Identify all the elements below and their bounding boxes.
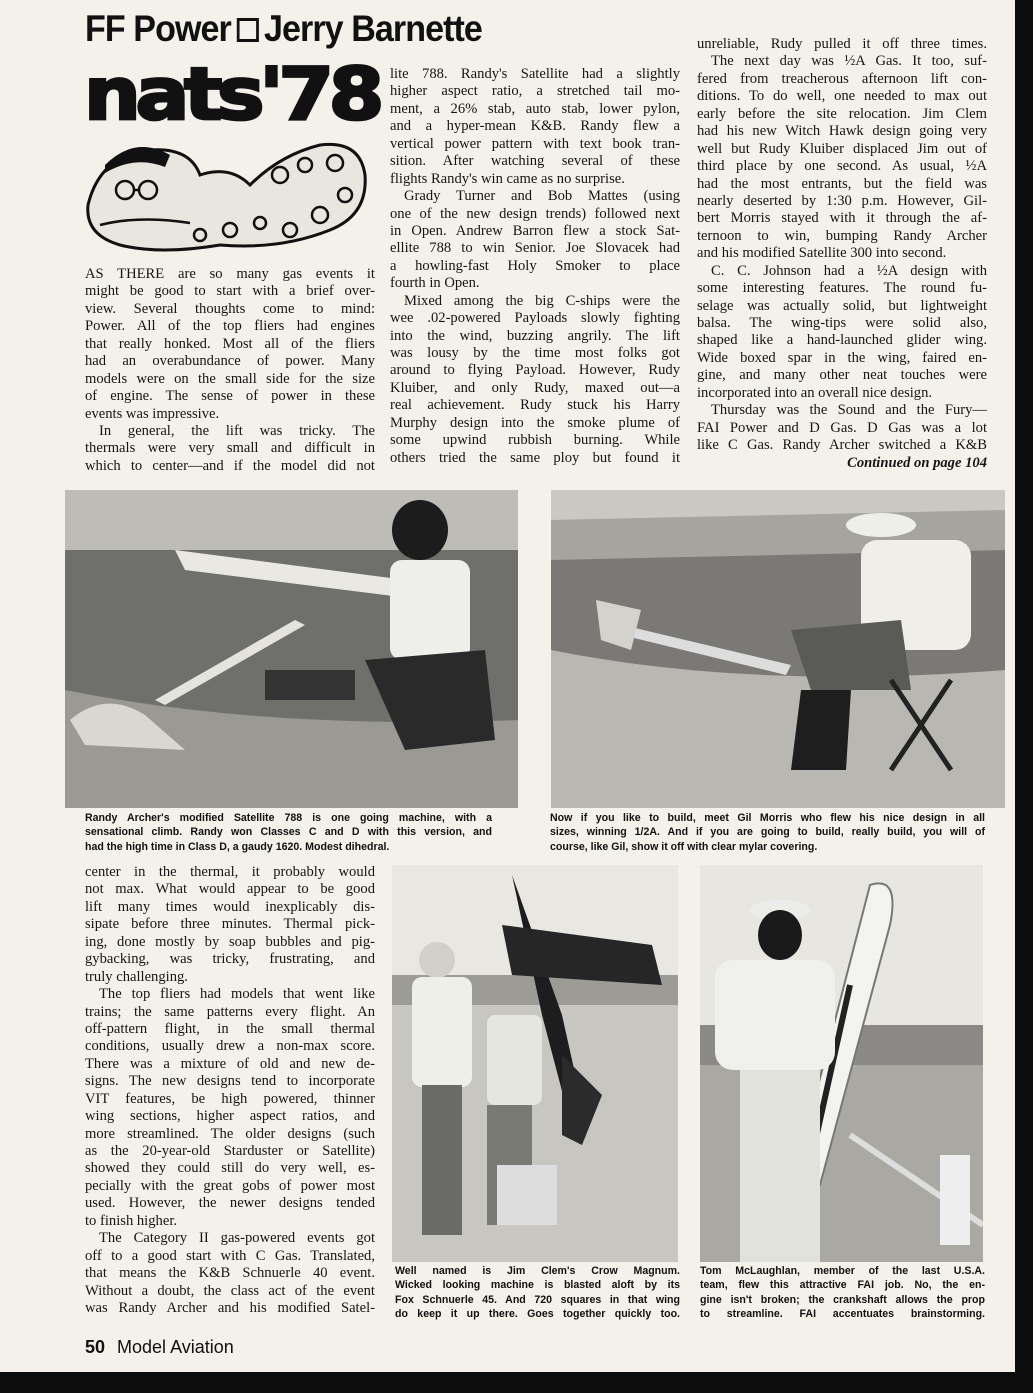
text-line: fourth in Open. [390, 275, 480, 292]
page-footer [85, 1337, 234, 1358]
photo-tom-mclaughlan [700, 865, 983, 1262]
text-line: showed they could still do very well, es- [85, 1160, 375, 1177]
text-line: as the 20-year-old Starduster or Satellite) [85, 1143, 375, 1159]
text-line: lite 788. Randy's Satellite had a slightly [390, 66, 680, 82]
text-line: nearly deserted by 1:30 p.m. However, Gil- [697, 192, 987, 209]
text-line: ing, done mostly by soap bubbles and pig- [85, 933, 375, 950]
text-line: wing sections, higher aspect ratios, and [85, 1108, 375, 1125]
text-line: ternoon to win, bumping Randy Archer [697, 227, 987, 244]
text-line: and his modified Satellite 300 into second. [697, 245, 947, 262]
text-line: models were on the small side for the size [85, 370, 375, 387]
text-line: bert Morris stayed with it through the af- [697, 210, 987, 227]
text-line: center in the thermal, it probably would [85, 864, 375, 880]
text-line: thermals were very small and difficult in [85, 440, 375, 457]
text-line: The top fliers had models that went like [99, 986, 375, 1003]
text-line: sizes, winning 1/2A. And if you are going to build, really build, you will of [550, 826, 985, 839]
text-line: shaped like a hand-launched glider wing. [697, 332, 987, 349]
text-line: AS THERE are so many gas events it [85, 266, 375, 282]
text-line: unreliable, Rudy pulled it off three times. [697, 36, 987, 52]
text-line: had the high time in Class D, a gaudy 1620. Modest dihedral. [85, 840, 390, 853]
article-column-4 [85, 864, 375, 1317]
text-line: gine, and many other neat touches were [697, 367, 987, 384]
text-line: higher aspect ratio, a stretched tail mo- [390, 83, 680, 100]
text-line: Randy Archer's modified Satellite 788 is one going machine, with a [85, 812, 492, 824]
text-line: into the wind, buzzing angrily. The lift [390, 327, 680, 344]
caption-photo-1 [85, 811, 492, 854]
text-line: like C Gas. Randy Archer switched a K&B [697, 437, 987, 454]
text-line: that means the K&B Schnuerle 40 event. [85, 1265, 375, 1282]
text-line: around to flying Payload. However, Rudy [390, 362, 680, 379]
author-name: Jerry Barnette [263, 8, 482, 49]
text-line: vertical power pattern with text book tran- [390, 135, 680, 152]
text-line: real achievement. Rudy stuck his Harry [390, 397, 680, 414]
text-line: incorporated into an overall nice design. [697, 384, 933, 401]
article-column-1 [85, 266, 375, 475]
nats-78-logo: nats'78 [84, 51, 380, 136]
text-line: Thursday was the Sound and the Fury— [711, 402, 987, 419]
text-line: Power. All of the top fliers had engines [85, 318, 375, 335]
text-line: selage was actually solid, but lightweight [697, 297, 987, 314]
continued-note: Continued on page 104 [847, 455, 987, 471]
text-line: a howling-fast Holy Smoker to place [390, 257, 680, 274]
text-line: was lousy by the time most folks got [390, 345, 680, 361]
text-line: more streamlined. The older designs (such [85, 1125, 375, 1142]
text-line: Now if you like to build, meet Gil Morris who flew his nice design in all [550, 812, 985, 824]
text-line: Grady Turner and Bob Mattes (using [404, 188, 680, 205]
text-line: lift many times would inexplicably dis- [85, 898, 375, 915]
text-line: view. Several thoughts come to mind: [85, 300, 375, 317]
text-line: used. However, the newer designs tended [85, 1195, 375, 1212]
text-line: course, like Gil, show it off with clear mylar covering. [550, 840, 818, 853]
text-line: Well named is Jim Clem's Crow Magnum. [395, 1265, 680, 1277]
text-line: sensational climb. Randy won Classes C and D with this version, and [85, 826, 492, 839]
text-line: Kluiber, and only Rudy, maxed out—a [390, 379, 680, 396]
text-line: Murphy design into the smoke plume of [390, 414, 680, 431]
text-line: was Randy Archer and his modified Satel- [85, 1299, 375, 1316]
text-line: ellite 788 to win Senior. Joe Slovacek had [390, 240, 680, 257]
text-line: There was a mixture of old and new de- [85, 1055, 375, 1072]
photo-jim-clem [392, 865, 678, 1262]
separator-box-icon [236, 18, 258, 42]
article-column-2 [390, 66, 680, 467]
text-line: The Category II gas-powered events got [99, 1230, 375, 1247]
photo-randy-archer [65, 490, 518, 808]
text-line: FAI Power and D Gas. D Gas was a lot [697, 419, 987, 436]
text-line: one of the new design trends) followed next [390, 205, 680, 222]
page-number: 50 [85, 1337, 106, 1357]
text-line: sipate before three minutes. Thermal pick- [85, 916, 375, 933]
text-line: some interesting features. The round fu- [697, 280, 987, 297]
text-line: Wicked looking machine is blasted aloft by its [395, 1279, 680, 1292]
text-line: Without a doubt, the class act of the event [85, 1282, 375, 1299]
text-line: fered from treacherous afternoon lift con- [697, 70, 987, 87]
text-line: not max. What would appear to be good [85, 881, 375, 898]
text-line: in Open. Andrew Barron flew a stock Sat- [390, 222, 680, 239]
text-line: others tried the same ploy but found it [390, 449, 680, 466]
text-line: and a hyper-mean K&B. Randy flew a [390, 118, 680, 135]
magazine-name: Model Aviation [117, 1337, 234, 1357]
text-line: off to a good start with C Gas. Translated, [85, 1247, 375, 1264]
text-line: events was impressive. [85, 405, 220, 422]
caption-photo-4 [700, 1264, 985, 1322]
text-line: gine isn't broken; the crankshaft allows the prop [700, 1293, 985, 1306]
text-line: off-pattern flight, in the small thermal [85, 1020, 375, 1037]
text-line: do keep it up there. Goes together quickly too. [395, 1308, 680, 1321]
text-line: early before the site relocation. Jim Clem [697, 105, 987, 122]
text-line: had an overabundance of power. Many [85, 353, 375, 370]
photo-gil-morris [551, 490, 1005, 808]
text-line: Tom McLaughlan, member of the last U.S.A. [700, 1265, 985, 1277]
text-line: balsa. The wing-tips were solid also, [697, 315, 987, 331]
alligator-cartoon-illustration [80, 135, 372, 257]
text-line: that really honked. Most all of the fliers [85, 335, 375, 352]
text-line: to streamline. FAI accentuates brainstorming. [700, 1308, 985, 1321]
text-line: Fox Schnuerle 45. And 720 squares in that wing [395, 1293, 680, 1306]
text-line: had his new Witch Hawk design going very [697, 123, 987, 140]
text-line: C. C. Johnson had a ½A design with [711, 262, 987, 279]
text-line: trains; the same patterns every flight. An [85, 1003, 375, 1020]
text-line: conditions, usually drew a non-max score. [85, 1038, 375, 1055]
article-column-3 [697, 36, 987, 455]
text-line: to finish higher. [85, 1212, 178, 1229]
text-line: Mixed among the big C-ships were the [404, 292, 680, 309]
text-line: some upwind rubbish burning. While [390, 432, 680, 449]
text-line: ditions. To do well, one needed to max out [697, 88, 987, 105]
caption-photo-2 [550, 811, 985, 854]
text-line: pecially with the great gobs of power most [85, 1177, 375, 1194]
text-line: In general, the lift was tricky. The [99, 422, 375, 439]
text-line: of engine. The sense of power in these [85, 388, 375, 405]
text-line: sition. After watching several of these [390, 153, 680, 170]
text-line: ment, a 26% stab, auto stab, lower pylon, [390, 100, 680, 117]
article-header [85, 8, 482, 50]
section-title: FF Power [85, 8, 231, 49]
text-line: Wide boxed spar in the wing, faired en- [697, 349, 987, 366]
text-line: The next day was ½A Gas. It too, suf- [711, 53, 987, 70]
caption-photo-3 [395, 1264, 680, 1322]
text-line: third place by one second. As usual, ½A [697, 158, 987, 175]
text-line: flights Randy's win came as no surprise. [390, 170, 625, 187]
text-line: might be good to start with a brief over- [85, 283, 375, 300]
text-line: wee .02-powered Payloads slowly fighting [390, 310, 680, 327]
text-line: team, flew this attractive FAI job. No, the en- [700, 1279, 985, 1292]
text-line: had the most entrants, but the field was [697, 175, 987, 192]
text-line: well but Rudy Kluiber displaced Jim out of [697, 140, 987, 157]
text-line: which to center—and if the model did not [85, 457, 375, 474]
text-line: signs. The new designs tend to incorporate [85, 1073, 375, 1090]
text-line: gybacking, was tricky, frustrating, and [85, 951, 375, 968]
text-line: truly challenging. [85, 968, 188, 985]
text-line: VIT features, be high powered, thinner [85, 1090, 375, 1107]
